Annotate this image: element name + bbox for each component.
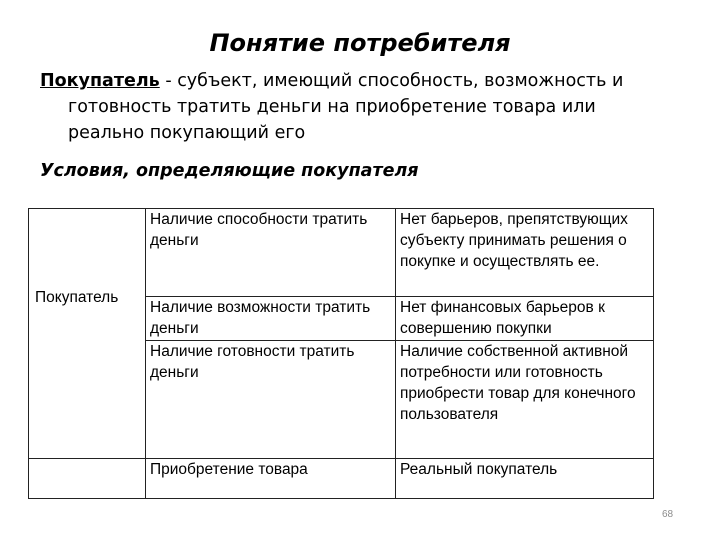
page-number: 68	[662, 509, 674, 520]
condition-cell	[146, 297, 396, 341]
result-cell	[396, 209, 654, 297]
result-cell	[396, 459, 654, 499]
definition-term: Покупатель	[40, 71, 160, 91]
row-label-text: Покупатель	[35, 289, 119, 306]
result-text: Нет финансовых барьеров к совершению покупки	[400, 299, 605, 337]
table-row	[29, 209, 654, 297]
result-cell	[396, 341, 654, 459]
condition-text: Приобретение товара	[150, 461, 308, 478]
condition-cell	[146, 209, 396, 297]
buyer-conditions-table	[28, 208, 654, 499]
definition-paragraph	[40, 68, 690, 146]
condition-cell	[146, 341, 396, 459]
conditions-heading: Условия, определяющие покупателя	[40, 161, 419, 181]
result-text: Нет барьеров, препятствующих субъекту принимать решения о покупке и осуществлять ее.	[400, 211, 628, 270]
definition-line-3: реально покупающий его	[68, 123, 306, 143]
result-text: Реальный покупатель	[400, 461, 558, 478]
condition-text: Наличие возможности тратить деньги	[150, 299, 371, 337]
result-text: Наличие собственной активной потребности или готовность приобрести товар для конечного пользователя	[400, 343, 636, 423]
condition-text: Наличие способности тратить деньги	[150, 211, 368, 249]
table-row	[29, 459, 654, 499]
slide-title: Понятие потребителя	[209, 29, 511, 57]
definition-line-2: готовность тратить деньги на приобретение товара или	[68, 97, 596, 117]
definition-text-1: - субъект, имеющий способность, возможность и	[159, 71, 624, 91]
condition-cell	[146, 459, 396, 499]
row-label-cell	[29, 209, 146, 459]
result-cell	[396, 297, 654, 341]
empty-cell	[29, 459, 146, 499]
condition-text: Наличие готовности тратить деньги	[150, 343, 355, 381]
definition-line-1	[40, 68, 690, 94]
